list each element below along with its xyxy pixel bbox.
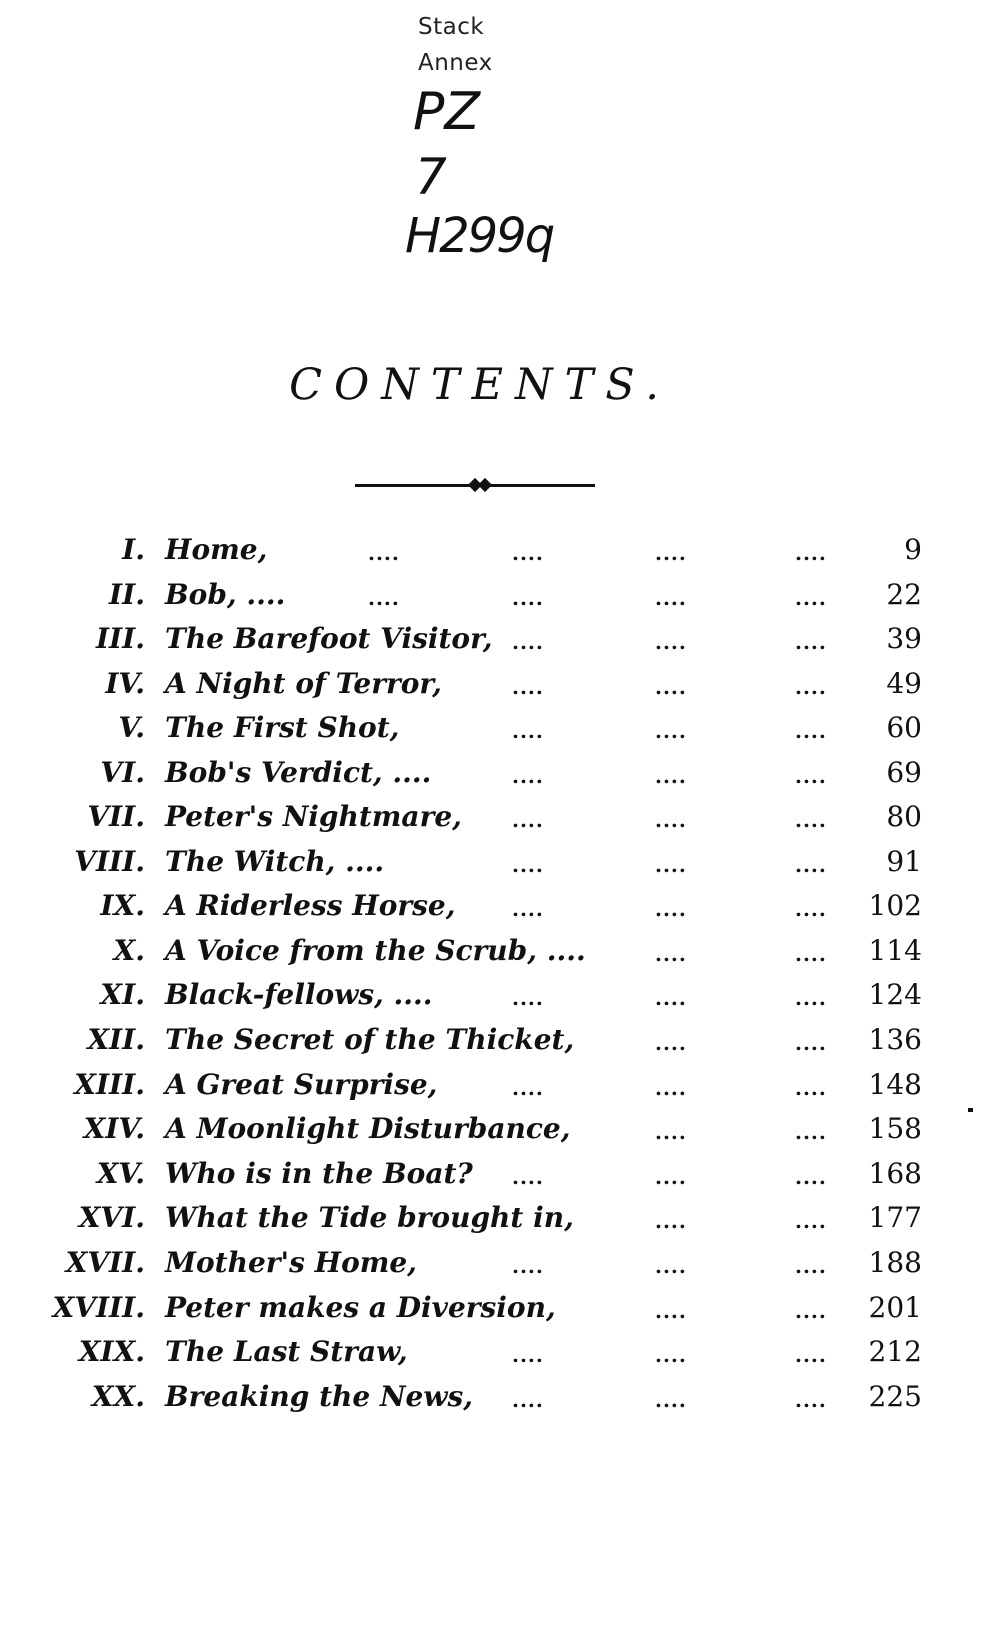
dot-leader: .... xyxy=(512,586,544,610)
dot-leader: .... xyxy=(795,719,827,743)
toc-entry xyxy=(0,1068,1000,1108)
rule-diamond xyxy=(478,478,492,492)
dot-leader: .... xyxy=(795,808,827,832)
dot-leader: .... xyxy=(512,1165,544,1189)
chapter-title: Peter makes a Diversion, xyxy=(165,1291,556,1324)
dot-leader: .... xyxy=(795,586,827,610)
dot-leader: .... xyxy=(795,942,827,966)
chapter-numeral: XI. xyxy=(100,978,145,1011)
page-number: 124 xyxy=(868,978,922,1011)
dot-leader: .... xyxy=(512,675,544,699)
page-number: 9 xyxy=(904,533,922,566)
page-number: 114 xyxy=(868,934,922,967)
page-number: 49 xyxy=(886,667,922,700)
toc-entry xyxy=(0,800,1000,840)
chapter-title: A Great Surprise, xyxy=(165,1068,438,1101)
dot-leader: .... xyxy=(655,1343,687,1367)
toc-entry xyxy=(0,1157,1000,1197)
toc-entry xyxy=(0,756,1000,796)
chapter-title: The Witch, .... xyxy=(165,845,385,878)
dot-leader: .... xyxy=(512,897,544,921)
dot-leader: .... xyxy=(655,1076,687,1100)
dot-leader: .... xyxy=(795,1031,827,1055)
dot-leader: .... xyxy=(512,853,544,877)
page-number: 39 xyxy=(886,622,922,655)
chapter-numeral: XV. xyxy=(96,1157,145,1190)
dot-leader: .... xyxy=(655,1120,687,1144)
dot-leader: .... xyxy=(655,808,687,832)
chapter-numeral: XVIII. xyxy=(52,1291,145,1324)
toc-entry xyxy=(0,889,1000,929)
dot-leader: .... xyxy=(655,586,687,610)
dot-leader: .... xyxy=(795,986,827,1010)
dot-leader: .... xyxy=(368,586,400,610)
dot-leader: .... xyxy=(795,630,827,654)
toc-entry xyxy=(0,1380,1000,1420)
dot-leader: .... xyxy=(795,675,827,699)
page-number: 60 xyxy=(886,711,922,744)
page-number: 225 xyxy=(868,1380,922,1413)
page-number: 188 xyxy=(868,1246,922,1279)
chapter-numeral: II. xyxy=(109,578,145,611)
toc-entry xyxy=(0,1335,1000,1375)
dot-leader: .... xyxy=(512,764,544,788)
dot-leader: .... xyxy=(655,897,687,921)
dot-leader: .... xyxy=(512,1388,544,1412)
dot-leader: .... xyxy=(795,1076,827,1100)
call-number-line-2: 7 xyxy=(415,148,447,206)
dot-leader: .... xyxy=(795,1120,827,1144)
dot-leader: .... xyxy=(368,541,400,565)
chapter-title: Mother's Home, xyxy=(165,1246,417,1279)
chapter-numeral: XIV. xyxy=(83,1112,145,1145)
dot-leader: .... xyxy=(512,1343,544,1367)
dot-leader: .... xyxy=(795,1343,827,1367)
dot-leader: .... xyxy=(655,942,687,966)
dot-leader: .... xyxy=(655,630,687,654)
toc-entry xyxy=(0,1112,1000,1152)
dot-leader: .... xyxy=(795,541,827,565)
chapter-title: A Riderless Horse, xyxy=(165,889,456,922)
dot-leader: .... xyxy=(655,1299,687,1323)
chapter-numeral: VII. xyxy=(87,800,145,833)
toc-entry xyxy=(0,845,1000,885)
chapter-title: The Last Straw, xyxy=(165,1335,408,1368)
toc-entry xyxy=(0,1246,1000,1286)
toc-entry xyxy=(0,1023,1000,1063)
call-number-line-1: PZ xyxy=(413,82,480,142)
chapter-numeral: V. xyxy=(118,711,145,744)
dot-leader: .... xyxy=(795,1165,827,1189)
dot-leader: .... xyxy=(512,719,544,743)
dot-leader: .... xyxy=(512,1254,544,1278)
chapter-title: A Moonlight Disturbance, xyxy=(165,1112,571,1145)
dot-leader: .... xyxy=(655,1165,687,1189)
dot-leader: .... xyxy=(512,986,544,1010)
chapter-numeral: XX. xyxy=(91,1380,145,1413)
chapter-title: A Voice from the Scrub, .... xyxy=(165,934,586,967)
dot-leader: .... xyxy=(655,1254,687,1278)
page-number: 158 xyxy=(868,1112,922,1145)
chapter-title: Home, xyxy=(165,533,268,566)
page-number: 136 xyxy=(868,1023,922,1056)
chapter-title: Bob's Verdict, .... xyxy=(165,756,432,789)
page-title: CONTENTS. xyxy=(289,360,671,410)
chapter-numeral: IX. xyxy=(100,889,145,922)
page-number: 177 xyxy=(868,1201,922,1234)
toc-entry xyxy=(0,711,1000,751)
chapter-title: Breaking the News, xyxy=(165,1380,473,1413)
dot-leader: .... xyxy=(655,853,687,877)
page-number: 102 xyxy=(868,889,922,922)
chapter-title: Bob, .... xyxy=(165,578,286,611)
library-stamp-line-1: Stack xyxy=(418,14,485,40)
dot-leader: .... xyxy=(655,675,687,699)
chapter-numeral: X. xyxy=(113,934,145,967)
dot-leader: .... xyxy=(655,986,687,1010)
chapter-numeral: XVII. xyxy=(65,1246,145,1279)
chapter-title: The Secret of the Thicket, xyxy=(165,1023,575,1056)
call-number-line-3: H299q xyxy=(405,208,554,264)
dot-leader: .... xyxy=(655,1388,687,1412)
chapter-title: Who is in the Boat? xyxy=(165,1157,473,1190)
page-number: 69 xyxy=(886,756,922,789)
dot-leader: .... xyxy=(512,541,544,565)
chapter-title: The First Shot, xyxy=(165,711,400,744)
page-number: 201 xyxy=(868,1291,922,1324)
dot-leader: .... xyxy=(655,541,687,565)
chapter-title: A Night of Terror, xyxy=(165,667,442,700)
dot-leader: .... xyxy=(655,1209,687,1233)
dot-leader: .... xyxy=(795,764,827,788)
toc-entry xyxy=(0,533,1000,573)
page-number: 148 xyxy=(868,1068,922,1101)
dot-leader: .... xyxy=(512,808,544,832)
dot-leader: .... xyxy=(795,1388,827,1412)
toc-entry xyxy=(0,1291,1000,1331)
chapter-numeral: VIII. xyxy=(74,845,145,878)
dot-leader: .... xyxy=(655,1031,687,1055)
chapter-numeral: XII. xyxy=(87,1023,145,1056)
chapter-numeral: IV. xyxy=(105,667,145,700)
page-number: 212 xyxy=(868,1335,922,1368)
library-stamp-line-2: Annex xyxy=(418,50,493,76)
page-number: 168 xyxy=(868,1157,922,1190)
dot-leader: .... xyxy=(795,897,827,921)
dot-leader: .... xyxy=(655,764,687,788)
chapter-title: Black-fellows, .... xyxy=(165,978,433,1011)
dot-leader: .... xyxy=(655,719,687,743)
page-number: 80 xyxy=(886,800,922,833)
toc-entry xyxy=(0,934,1000,974)
dot-leader: .... xyxy=(795,1209,827,1233)
chapter-numeral: XIX. xyxy=(78,1335,145,1368)
dot-leader: .... xyxy=(795,1299,827,1323)
chapter-numeral: XIII. xyxy=(74,1068,145,1101)
chapter-numeral: VI. xyxy=(100,756,145,789)
toc-entry xyxy=(0,578,1000,618)
dot-leader: .... xyxy=(795,1254,827,1278)
dot-leader: .... xyxy=(512,630,544,654)
chapter-numeral: I. xyxy=(122,533,145,566)
toc-entry xyxy=(0,978,1000,1018)
chapter-numeral: XVI. xyxy=(78,1201,145,1234)
chapter-title: What the Tide brought in, xyxy=(165,1201,574,1234)
toc-entry xyxy=(0,667,1000,707)
page-number: 91 xyxy=(886,845,922,878)
toc-entry xyxy=(0,622,1000,662)
dot-leader: .... xyxy=(512,1076,544,1100)
print-speck xyxy=(968,1108,973,1112)
chapter-numeral: III. xyxy=(95,622,145,655)
page-number: 22 xyxy=(886,578,922,611)
toc-entry xyxy=(0,1201,1000,1241)
chapter-title: Peter's Nightmare, xyxy=(165,800,462,833)
dot-leader: .... xyxy=(795,853,827,877)
chapter-title: The Barefoot Visitor, xyxy=(165,622,493,655)
